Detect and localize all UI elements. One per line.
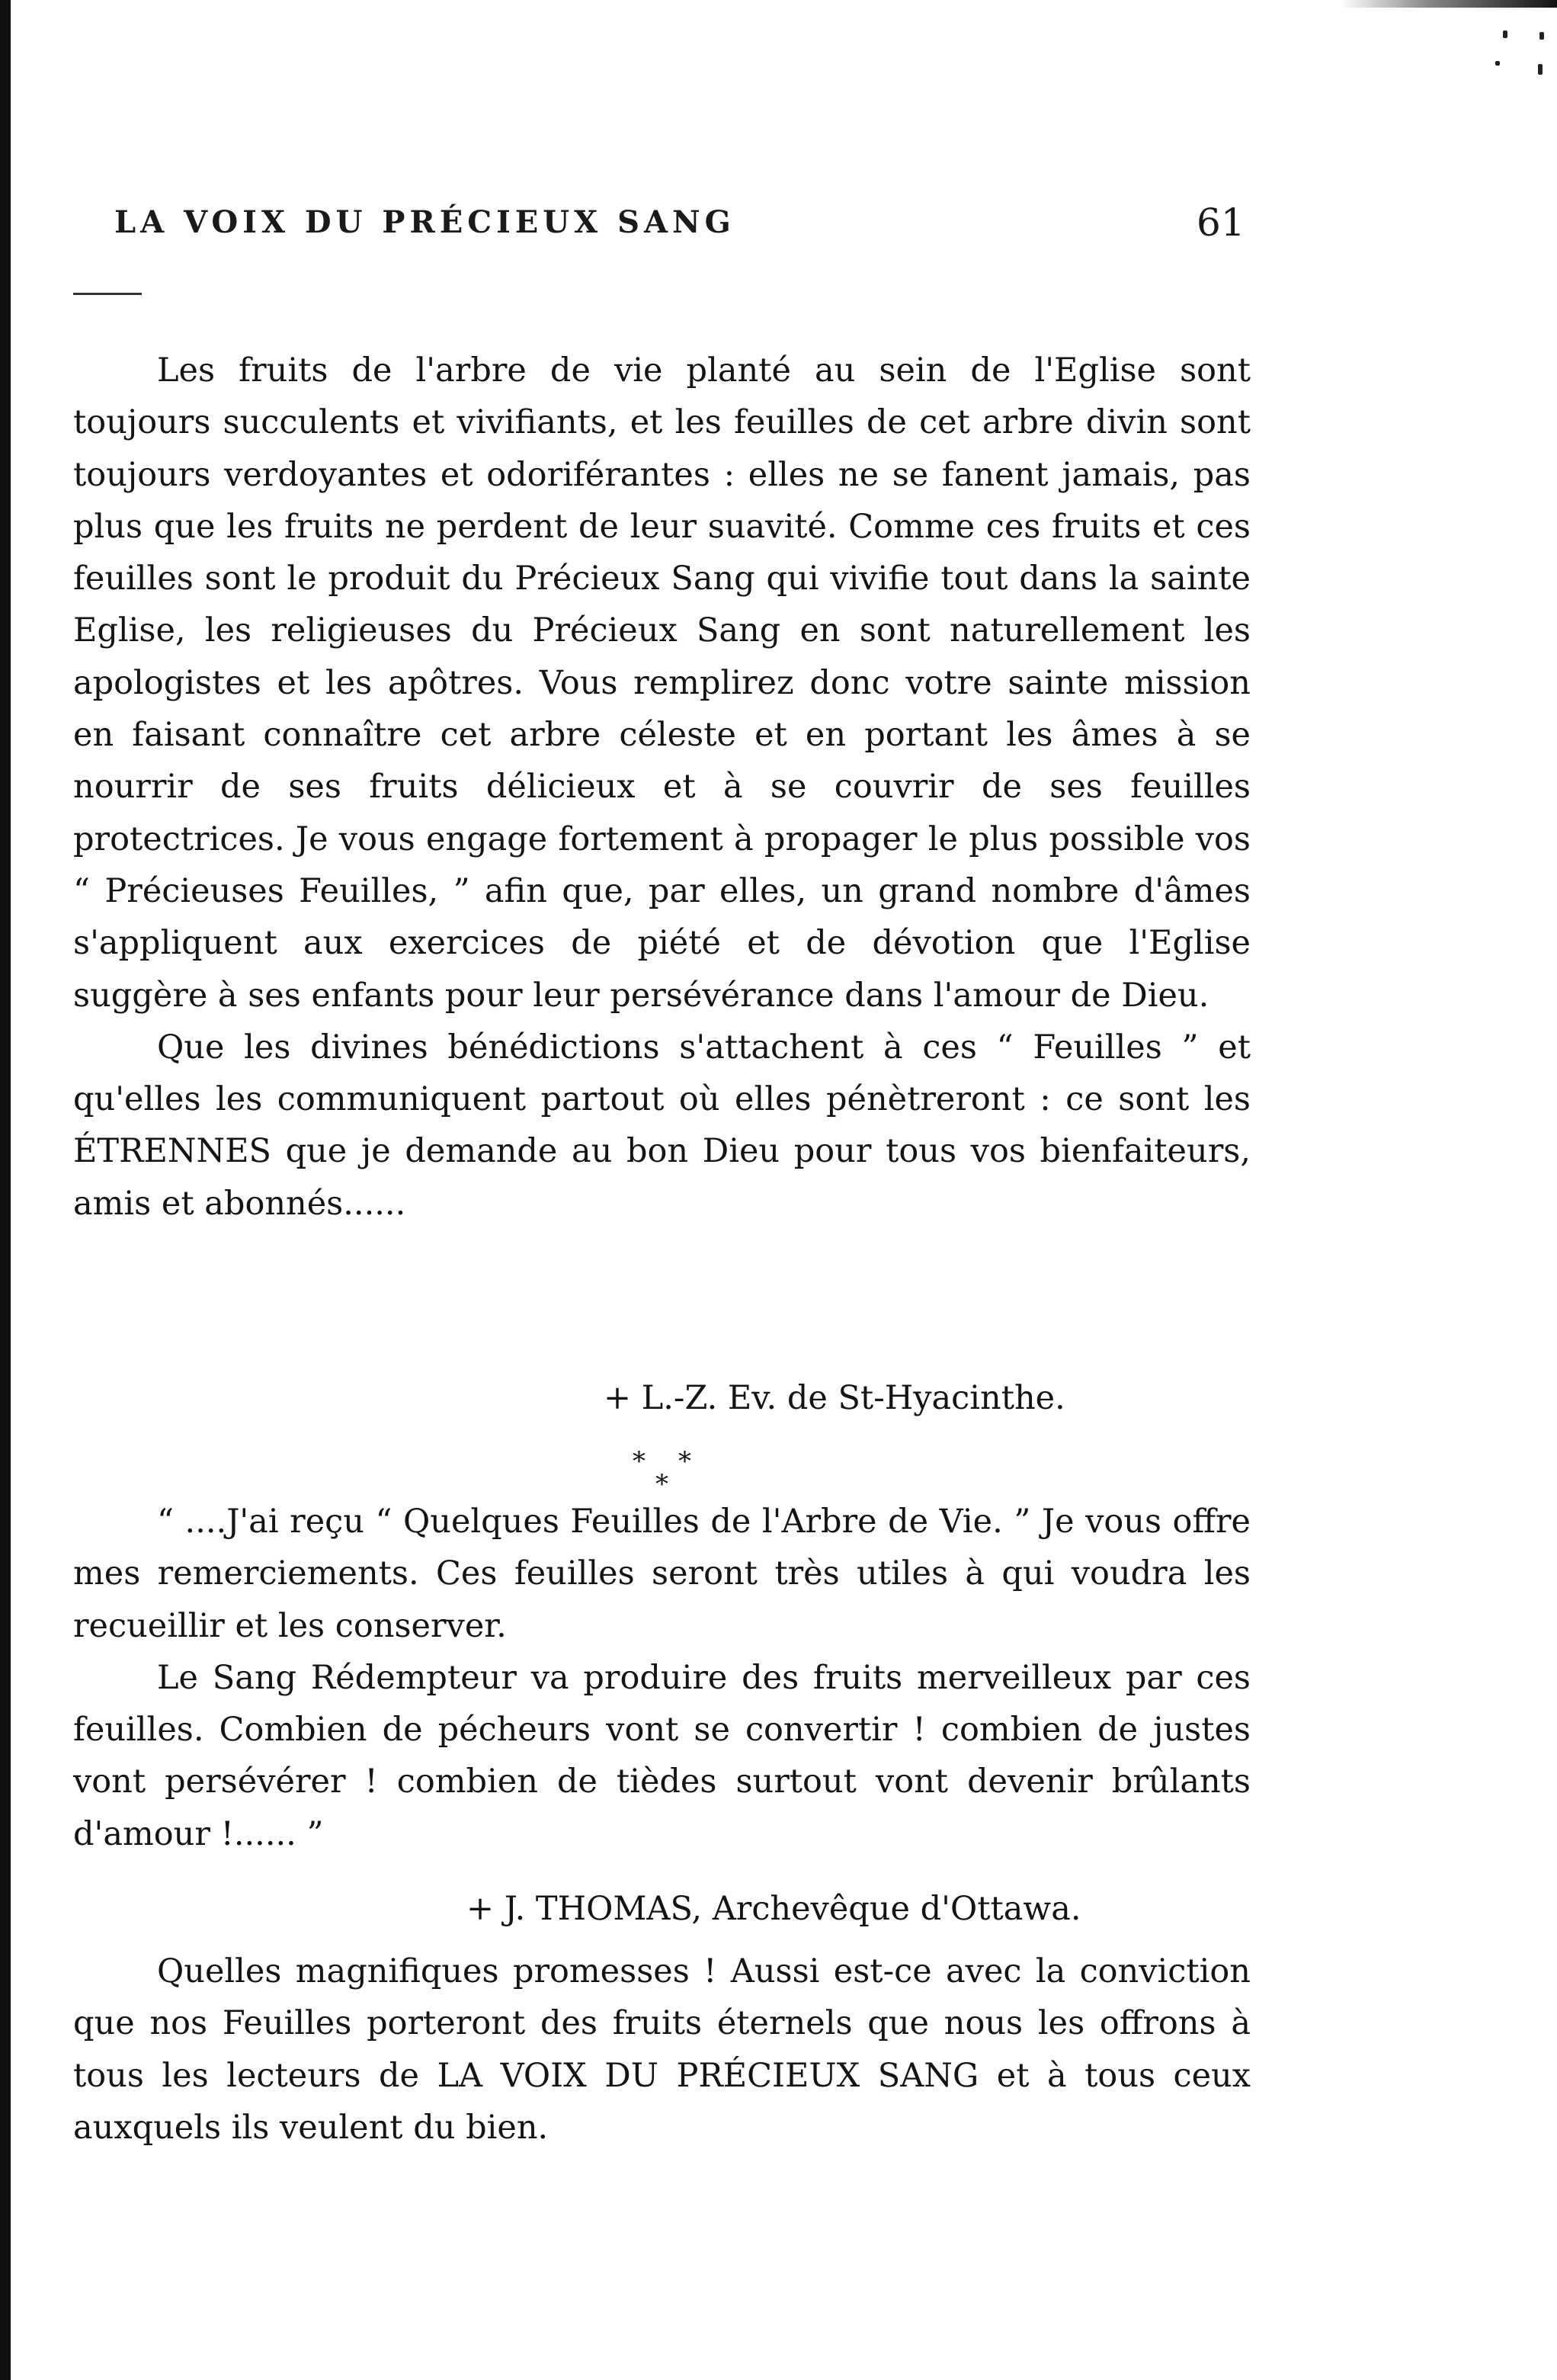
- scan-artifact-dot: [1539, 32, 1544, 40]
- scan-artifact-top: [1341, 0, 1557, 8]
- paragraph-2: Que les divines bénédictions s'attachent à ces “ Feuilles ” et qu'elles les communiquent partout où elles pénètreront : ce sont les ÉTRENNES que je demande au bon Dieu pour tous vos bienfaiteurs, amis et abonnés......: [73, 1028, 1251, 1223]
- asterism-star: *: [655, 1469, 668, 1500]
- asterism-star: *: [678, 1446, 691, 1477]
- closing-text: [73, 1945, 1251, 2154]
- running-head: LA VOIX DU PRÉCIEUX SANG: [114, 204, 735, 240]
- scan-artifact-dot: [1538, 64, 1543, 75]
- signature-archbishop-ottawa: + J. THOMAS, Archevêque d'Ottawa.: [466, 1890, 1081, 1928]
- quote-paragraph-1: “ ....J'ai reçu “ Quelques Feuilles de l'Arbre de Vie. ” Je vous offre mes remerciements. Ces feuilles seront très utiles à qui voudra les recueillir et les conserver.: [73, 1503, 1251, 1645]
- header-rule: [73, 293, 142, 295]
- scan-edge-left: [0, 0, 11, 2380]
- quote-paragraph-2: Le Sang Rédempteur va produire des fruits merveilleux par ces feuilles. Combien de pécheurs vont se convertir ! combien de justes vont persévérer ! combien de tièdes surtout vont devenir brûlants d'amour !...... ”: [73, 1658, 1251, 1853]
- paragraph-1: Les fruits de l'arbre de vie planté au sein de l'Eglise sont toujours succulents et vivifiants, et les feuilles de cet arbre divin sont toujours verdoyantes et odoriférantes : elles ne se fanent jamais, pas plus que les fruits ne perdent de leur suavité. Comme ces fruits et ces feuilles sont le produit du Précieux Sang qui vivifie tout dans la sainte Eglise, les religieuses du Précieux Sang en sont naturellement les apologistes et les apôtres. Vous remplirez donc votre sainte mission en faisant connaître cet arbre céleste et en portant les âmes à se nourrir de ses fruits délicieux et à se couvrir de ses feuilles protectrices. Je vous engage fortement à propager le plus possible vos “ Précieuses Feuilles, ” afin que, par elles, un grand nombre d'âmes s'appliquent aux exercices de piété et de dévotion que l'Eglise suggère à ses enfants pour leur persévérance dans l'amour de Dieu.: [73, 351, 1251, 1015]
- closing-paragraph: Quelles magnifiques promesses ! Aussi est-ce avec la conviction que nos Feuilles porteront des fruits éternels que nous les offrons à tous les lecteurs de LA VOIX DU PRÉCIEUX SANG et à tous ceux auxquels ils veulent du bien.: [73, 1952, 1251, 2147]
- asterism-star: *: [633, 1446, 646, 1477]
- scan-artifact-dot: [1495, 61, 1500, 66]
- body-text: [73, 345, 1251, 1230]
- signature-bishop-st-hyacinthe: + L.-Z. Ev. de St-Hyacinthe.: [604, 1379, 1065, 1417]
- scan-artifact-dot: [1503, 30, 1507, 38]
- page-number: 61: [1197, 200, 1245, 245]
- quoted-letter: [73, 1496, 1251, 1860]
